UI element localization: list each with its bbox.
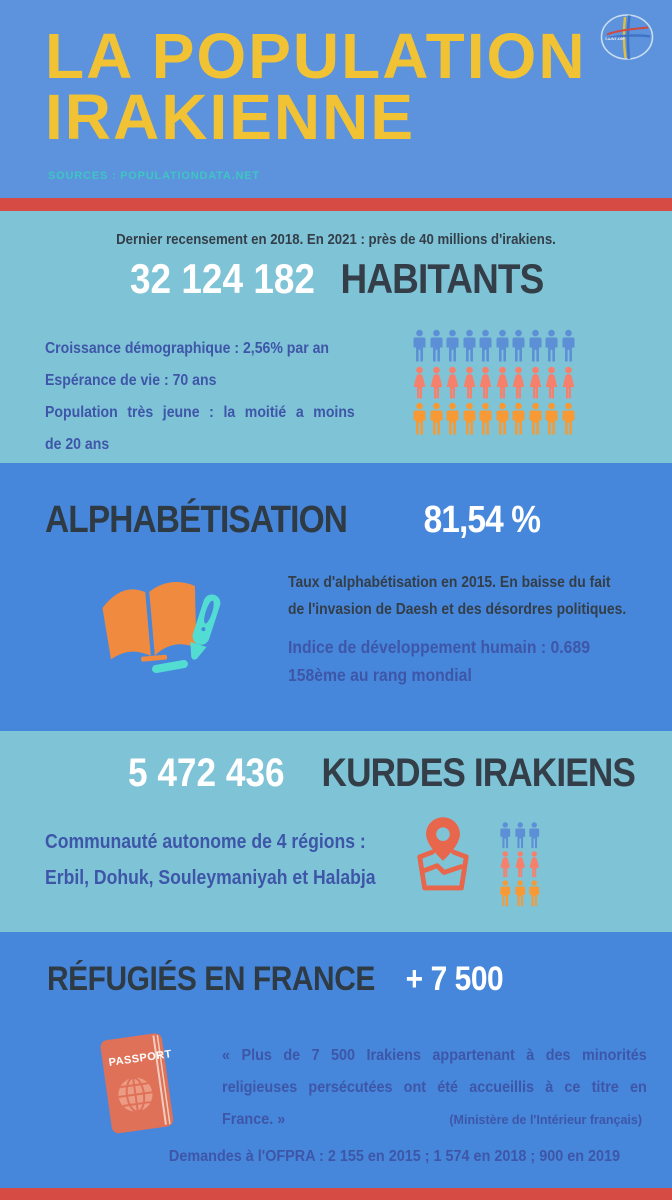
literacy-heading [45,499,540,542]
pictograph-row [499,822,541,849]
person-male-icon [514,880,527,907]
person-female-icon [514,851,527,878]
pictograph-row [412,402,576,436]
ofpra-stats: Demandes à l'OFPRA : 2 155 en 2015 ; 1 574 en 2018 ; 900 en 2019 [168,1148,621,1165]
literacy-rate: 81,54 % [423,499,541,541]
section-refugees [0,932,672,1188]
fact-growth: Croissance démographique : 2,56% par an [45,340,330,357]
person-male-icon [528,822,541,849]
person-male-icon [445,402,460,436]
book-and-pen-icon [90,563,230,685]
map-pin-icon [412,816,474,894]
section-population [0,211,672,463]
fact-life-expectancy: Espérance de vie : 70 ans [45,372,217,389]
logo-text: SAINT-DIÉ [605,36,625,41]
refugees-count: + 7 500 [405,960,504,998]
kurds-pictograph [499,822,541,909]
person-female-icon [462,366,477,400]
person-female-icon [561,366,576,400]
person-male-icon [445,329,460,363]
person-male-icon [412,329,427,363]
quote-attribution: (Ministère de l'Intérieur français) [449,1113,642,1127]
population-count-label: HABITANTS [340,255,544,302]
section-kurds [0,731,672,932]
sources-credit: SOURCES : POPULATIONDATA.NET [48,170,260,182]
kurds-count-label: KURDES IRAKIENS [321,751,635,795]
person-male-icon [511,402,526,436]
kurds-description-line1: Communauté autonome de 4 régions : [45,831,366,853]
person-male-icon [495,329,510,363]
kurds-description [45,824,376,896]
fact-young-population: Population très jeune : la moitié a moins [45,404,355,421]
person-male-icon [528,880,541,907]
census-intro: Dernier recensement en 2018. En 2021 : près de 40 millions d'irakiens. [116,231,556,248]
person-male-icon [412,402,427,436]
passport-icon [96,1028,182,1140]
person-female-icon [499,851,512,878]
population-pictograph [412,329,576,439]
diocese-logo-icon [598,12,656,64]
refugees-title: RÉFUGIÉS EN FRANCE [47,960,375,998]
divider-bottom [0,1188,672,1200]
person-male-icon [429,402,444,436]
person-male-icon [544,402,559,436]
fact-young-population-cont: de 20 ans [45,436,110,453]
quote-line2: religieuses persécutées ont été accueillis à ce titre en [222,1079,647,1096]
quote-line1: « Plus de 7 500 Irakiens appartenant à des minorités [222,1047,647,1064]
demographic-facts [45,333,355,461]
divider-top [0,198,672,211]
pictograph-row [412,329,576,363]
person-male-icon [528,329,543,363]
person-male-icon [499,880,512,907]
person-female-icon [495,366,510,400]
person-male-icon [429,329,444,363]
person-female-icon [412,366,427,400]
population-stat [130,255,543,303]
literacy-description-line2: de l'invasion de Daesh et des désordres politiques. [288,601,627,618]
population-count: 32 124 182 [130,255,315,302]
person-female-icon [478,366,493,400]
person-male-icon [561,402,576,436]
literacy-description-line1: Taux d'alphabétisation en 2015. En baisse du fait [288,574,611,591]
person-male-icon [511,329,526,363]
person-female-icon [429,366,444,400]
person-female-icon [511,366,526,400]
page-title [45,20,587,153]
person-male-icon [561,329,576,363]
person-male-icon [495,402,510,436]
person-male-icon [462,402,477,436]
person-male-icon [478,402,493,436]
pictograph-row [499,851,541,878]
passport-label: PASSPORT [107,1048,173,1069]
hdi-rank: 158ème au rang mondial [288,665,472,685]
kurds-count: 5 472 436 [128,751,285,795]
person-female-icon [528,366,543,400]
person-male-icon [499,822,512,849]
kurds-description-line2: Erbil, Dohuk, Souleymaniyah et Halabja [45,867,376,889]
section-literacy [0,463,672,731]
kurds-stat [128,751,635,796]
literacy-title: ALPHABÉTISATION [45,499,348,541]
header [0,0,672,198]
person-male-icon [478,329,493,363]
hdi-facts [288,633,672,689]
person-male-icon [544,329,559,363]
person-male-icon [528,402,543,436]
page-title-line2: IRAKIENNE [45,81,416,153]
refugees-heading [47,960,503,999]
page-title-line1: LA POPULATION [45,20,587,92]
quote-line3: France. » [222,1111,286,1128]
person-female-icon [445,366,460,400]
person-male-icon [462,329,477,363]
literacy-description [288,569,671,623]
person-male-icon [514,822,527,849]
pictograph-row [412,366,576,400]
person-female-icon [528,851,541,878]
person-female-icon [544,366,559,400]
hdi-value: Indice de développement humain : 0.689 [288,637,590,657]
pictograph-row [499,880,541,907]
